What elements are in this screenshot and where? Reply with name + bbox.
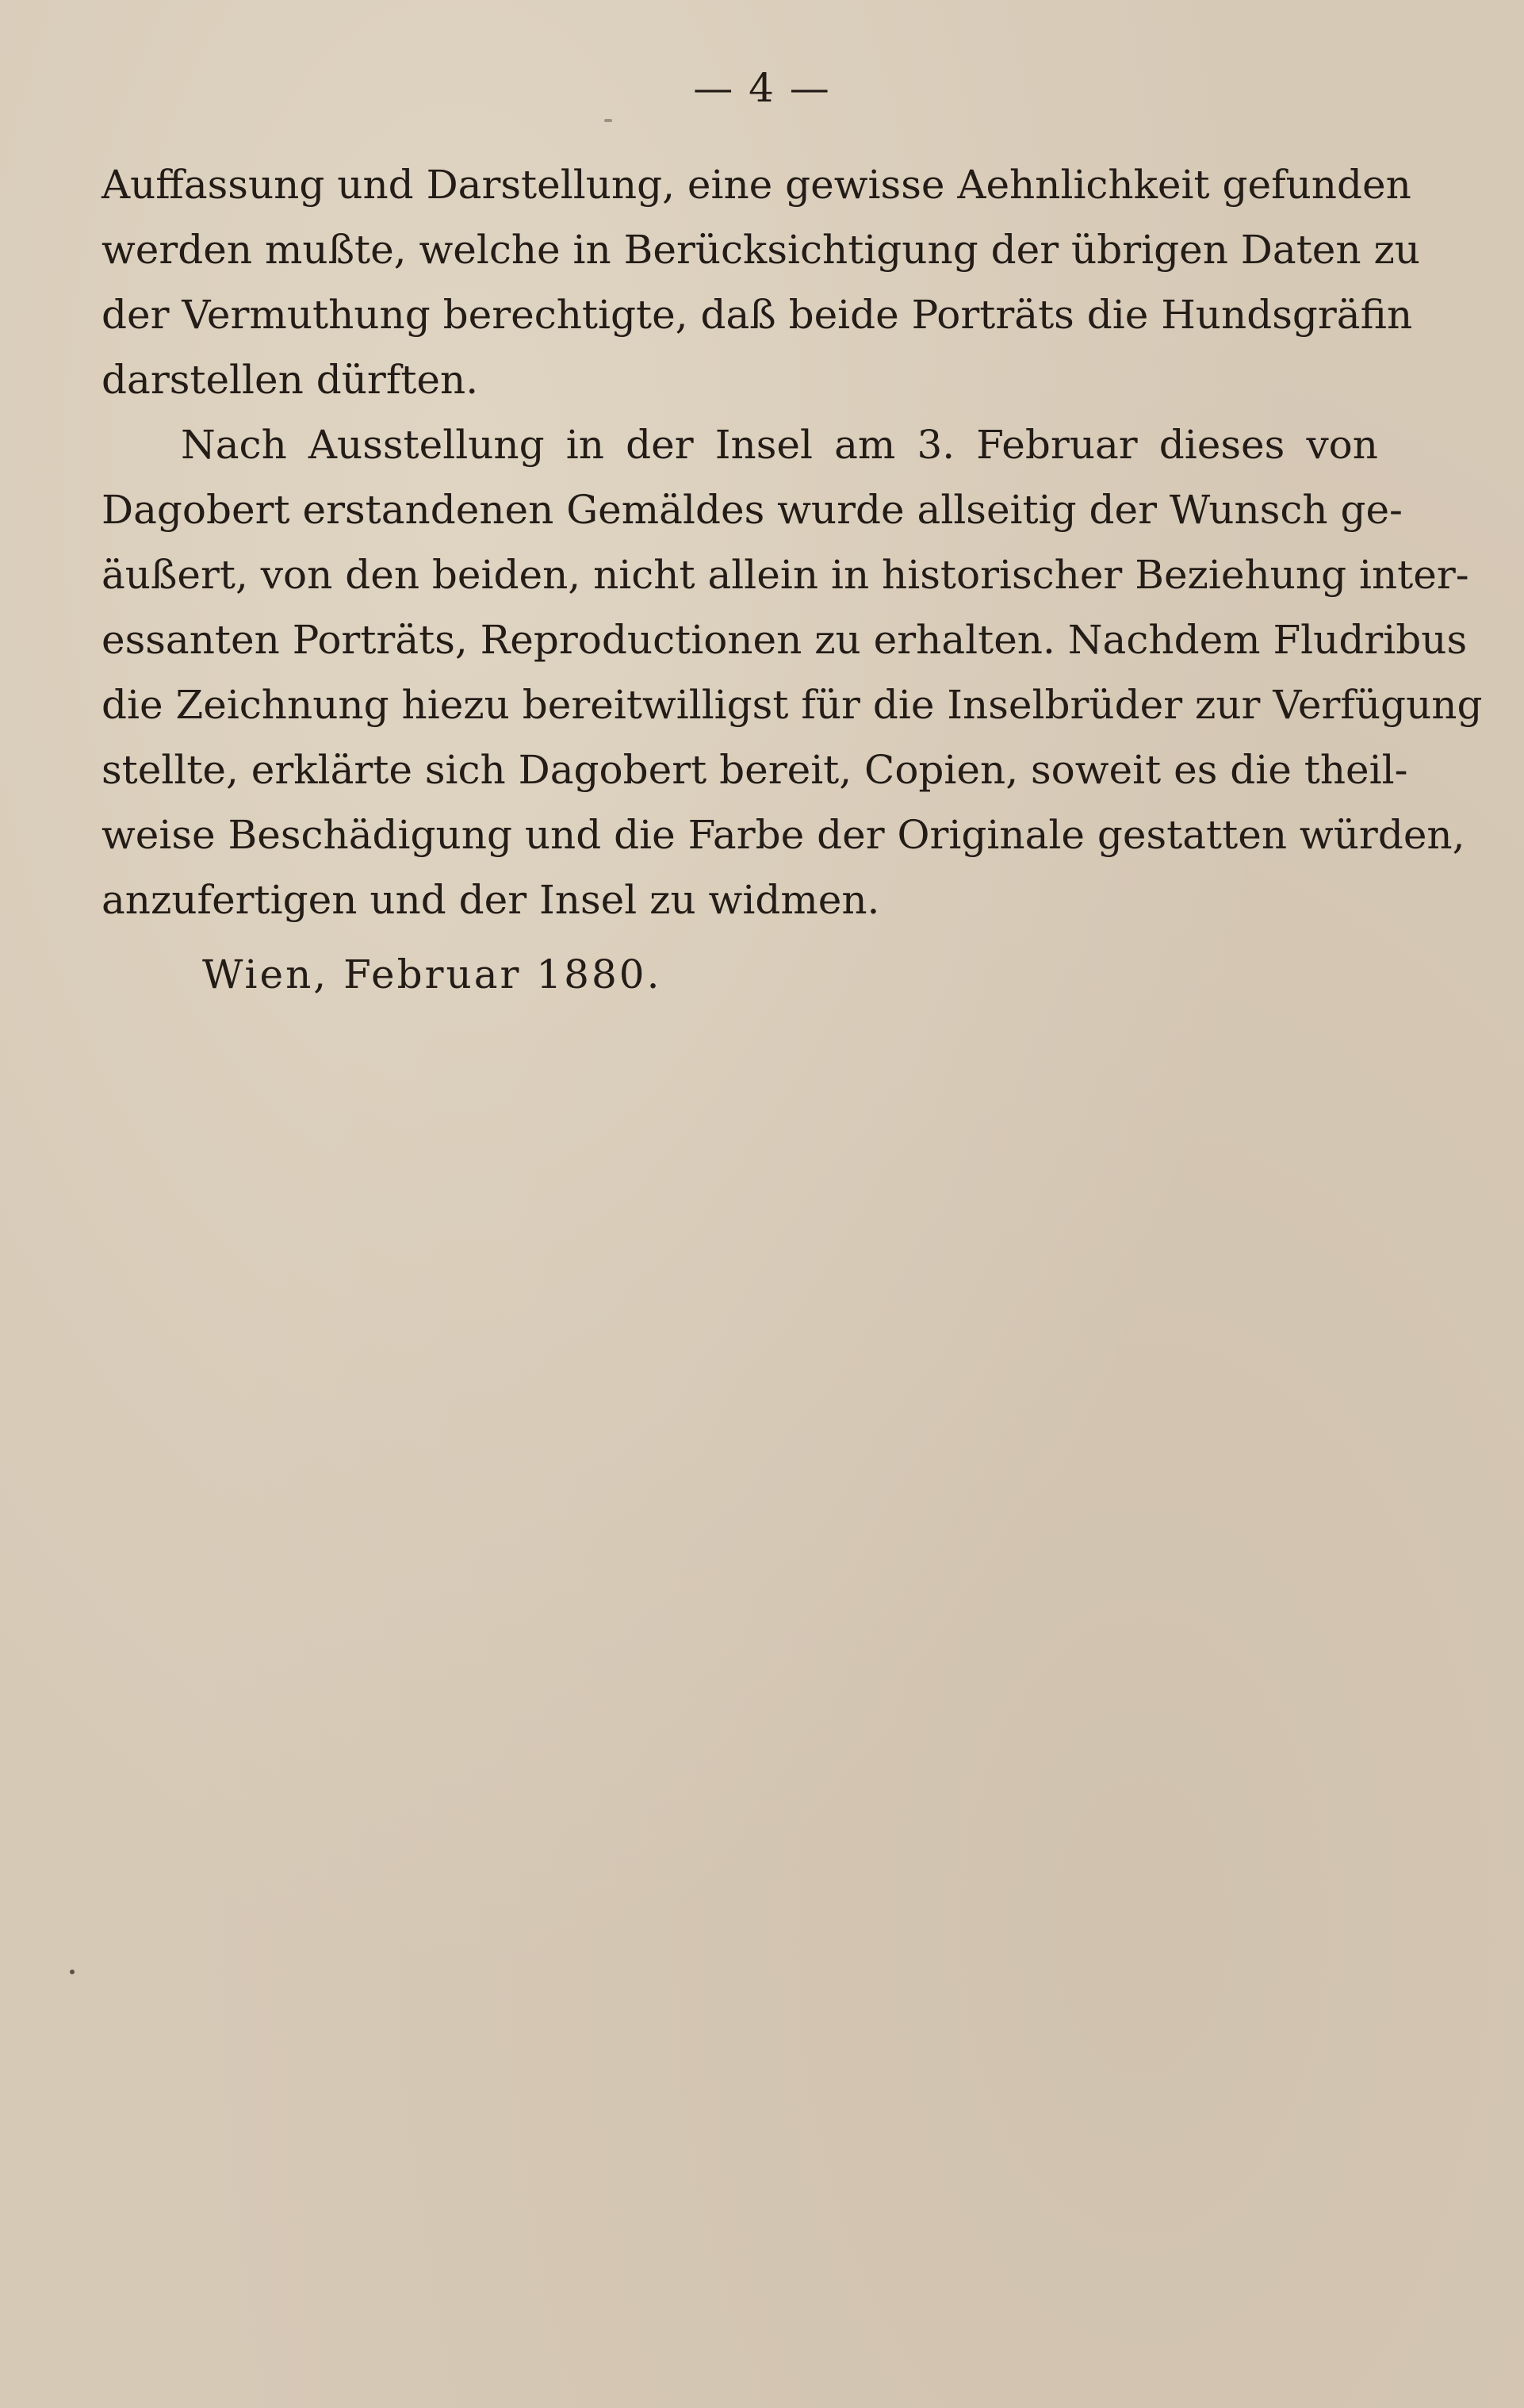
text-line: darstellen dürften.: [101, 357, 479, 403]
text-line: die Zeichnung hiezu bereitwilligst für die Inselbrüder zur Verfügung: [101, 682, 1483, 728]
text-line: essanten Porträts, Reproductionen zu erhalten. Nachdem Fludribus: [101, 617, 1468, 663]
text-line: anzufertigen und der Insel zu widmen.: [101, 877, 880, 923]
place-date-signature: Wien, Februar 1880.: [202, 951, 662, 997]
text-line: werden mußte, welche in Berücksichtigung der übrigen Daten zu: [101, 227, 1421, 273]
text-line: äußert, von den beiden, nicht allein in historischer Beziehung inter-: [101, 552, 1469, 598]
text-line: Dagobert erstandenen Gemäldes wurde allseitig der Wunsch ge-: [101, 487, 1403, 533]
paragraph-2: [101, 412, 1483, 932]
text-line: der Vermuthung berechtigte, daß beide Porträts die Hundsgräfin: [101, 292, 1413, 338]
paper-speck: [70, 1970, 75, 1974]
paper-speck: [604, 119, 612, 122]
text-line: stellte, erklärte sich Dagobert bereit, Copien, soweit es die theil-: [101, 747, 1408, 793]
text-line: weise Beschädigung und die Farbe der Originale gestatten würden,: [101, 812, 1465, 858]
paragraph-1: [101, 152, 1421, 412]
text-line: Nach Ausstellung in der Insel am 3. Februar dieses von: [181, 422, 1378, 468]
text-line: Auffassung und Darstellung, eine gewisse Aehnlichkeit gefunden: [101, 162, 1411, 208]
body-text: [101, 152, 1483, 932]
page-number: — 4 —: [693, 65, 831, 111]
